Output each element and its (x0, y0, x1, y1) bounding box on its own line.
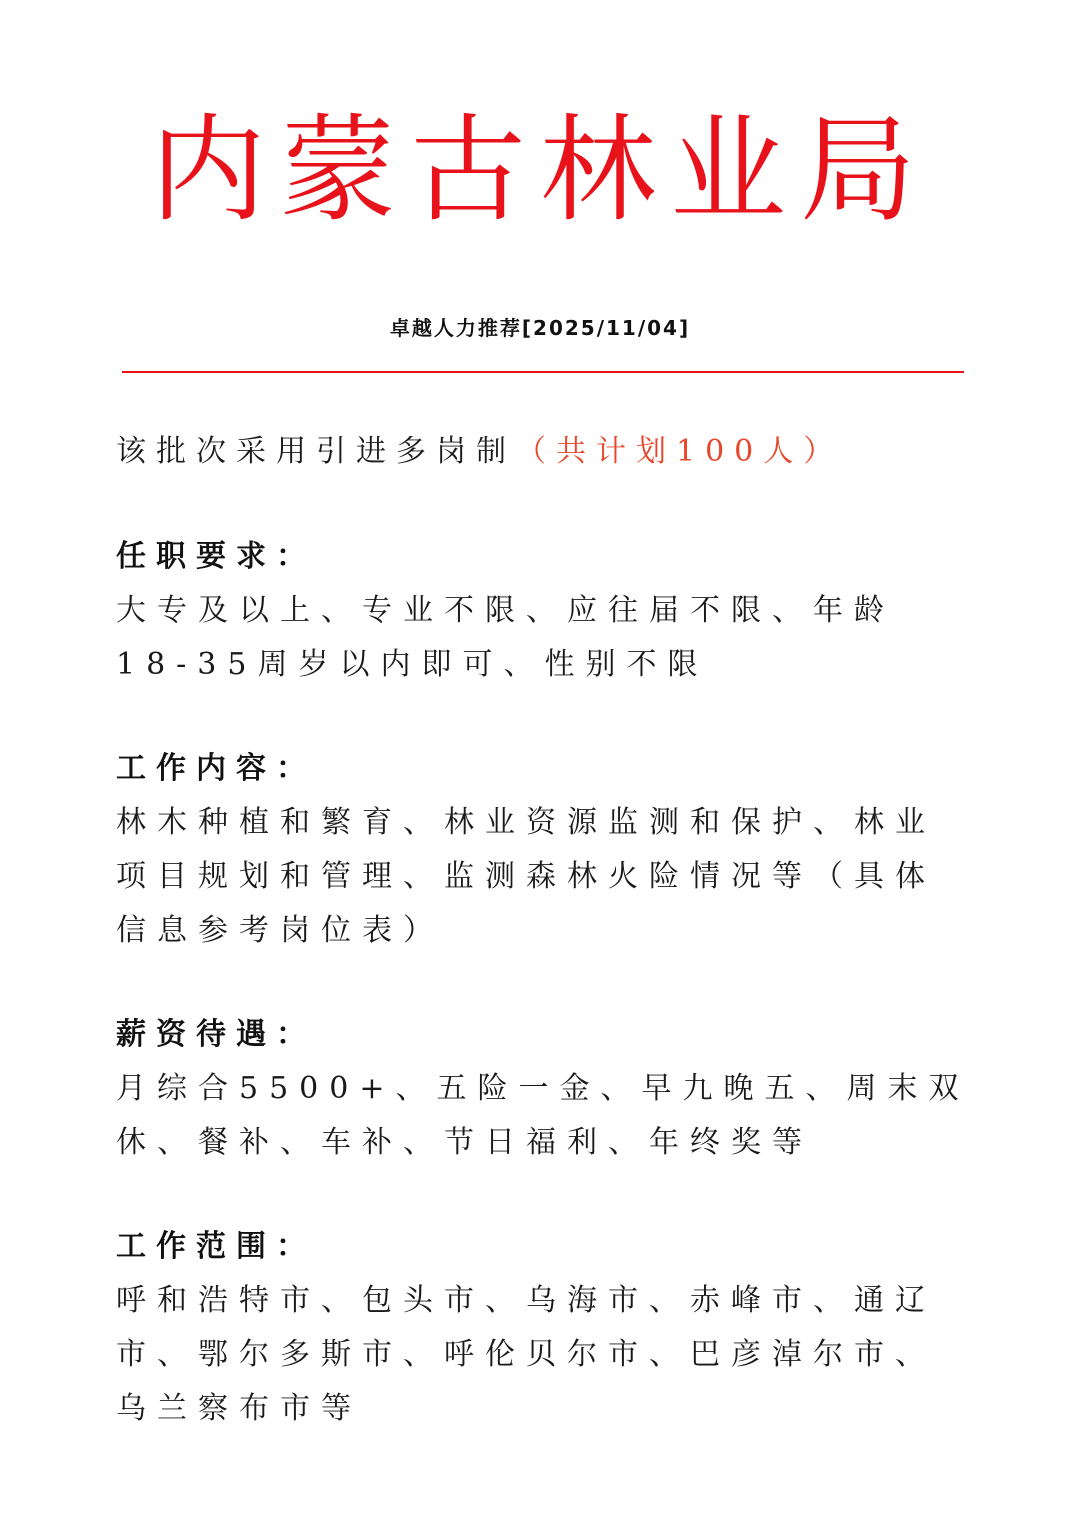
intro-highlight: （共计划100人） (516, 434, 844, 469)
document-content (116, 424, 976, 1486)
red-divider (122, 371, 964, 373)
document-subtitle: 卓越人力推荐[2025/11/04] (389, 316, 691, 340)
section-heading: 工作范围： (116, 1229, 316, 1264)
section-salary (116, 1008, 976, 1170)
section-body: 林木种植和繁育、林业资源监测和保护、林业项目规划和管理、监测森林火险情况等（具体信息参考岗位表） (116, 805, 936, 948)
section-heading: 薪资待遇： (116, 1017, 316, 1052)
section-body: 月综合5500+、五险一金、早九晚五、周末双休、餐补、车补、节日福利、年终奖等 (116, 1071, 970, 1160)
section-body: 呼和浩特市、包头市、乌海市、赤峰市、通辽市、鄂尔多斯市、呼伦贝尔市、巴彦淖尔市、乌兰察布市等 (116, 1283, 936, 1426)
section-heading: 工作内容： (116, 751, 316, 786)
section-work-area (116, 1220, 976, 1436)
intro-text: 该批次采用引进多岗制 (116, 434, 516, 469)
section-job-content (116, 742, 976, 958)
section-heading: 任职要求： (116, 539, 316, 574)
section-body: 大专及以上、专业不限、应往届不限、年龄18-35周岁以内即可、性别不限 (116, 593, 895, 682)
intro-paragraph (116, 424, 976, 480)
document-title: 内蒙古林业局 (150, 103, 930, 238)
section-requirements (116, 530, 976, 692)
